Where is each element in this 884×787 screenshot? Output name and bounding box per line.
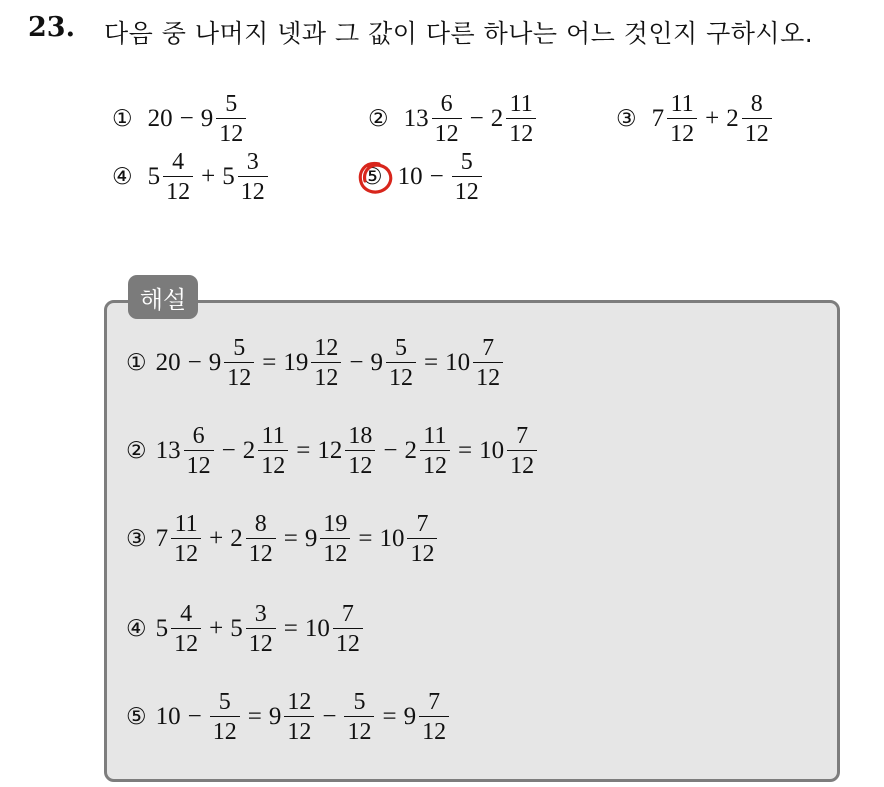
- numerator: 19: [323, 511, 348, 537]
- question-number: 23.: [28, 12, 75, 43]
- number: 20: [147, 105, 173, 132]
- denominator: 12: [452, 176, 482, 204]
- denominator: 12: [246, 628, 276, 656]
- solution-line-5-label: ⑤: [126, 704, 147, 730]
- number: 10: [445, 349, 471, 376]
- number: 9: [200, 105, 214, 132]
- numerator: 5: [218, 689, 231, 715]
- solution-line-2: [126, 424, 539, 478]
- denominator: 12: [667, 118, 697, 146]
- number: 5: [222, 163, 235, 190]
- choice-4-label: ④: [112, 164, 133, 190]
- choice-1-expression: [147, 92, 249, 146]
- operator: =: [423, 349, 439, 376]
- denominator: 12: [742, 118, 772, 146]
- fraction: [473, 336, 503, 390]
- operator: =: [358, 525, 373, 552]
- numerator: 7: [341, 601, 354, 627]
- fraction: [246, 512, 276, 566]
- fraction: [432, 92, 462, 146]
- solution-line-1-label: ①: [126, 350, 147, 376]
- numerator: 5: [225, 91, 238, 117]
- denominator: 12: [320, 538, 350, 566]
- fraction: [742, 92, 772, 146]
- fraction: [284, 690, 314, 744]
- number: 5: [230, 615, 243, 642]
- denominator: 12: [432, 118, 462, 146]
- operator: +: [201, 163, 216, 190]
- numerator: 4: [180, 601, 193, 627]
- denominator: 12: [506, 118, 536, 146]
- numerator: 5: [394, 335, 407, 361]
- numerator: 4: [172, 149, 185, 175]
- operator: −: [187, 349, 202, 376]
- fraction: [246, 602, 276, 656]
- fraction: [171, 512, 201, 566]
- fraction: [419, 690, 449, 744]
- choice-3[interactable]: [616, 92, 774, 146]
- number: 2: [404, 437, 417, 464]
- solution-line-4-label: ④: [126, 616, 147, 642]
- numerator: 7: [428, 689, 441, 715]
- denominator: 12: [184, 450, 214, 478]
- fraction: [386, 336, 416, 390]
- number: 2: [230, 525, 243, 552]
- solution-line-4-expression: [155, 602, 365, 656]
- numerator: 6: [440, 91, 453, 117]
- operator: −: [349, 349, 364, 376]
- numerator: 7: [416, 511, 429, 537]
- number: 9: [370, 349, 383, 376]
- fraction: [311, 336, 341, 390]
- denominator: 12: [238, 176, 268, 204]
- answer-circle-mark: [355, 158, 395, 198]
- number: 2: [242, 437, 256, 464]
- number: 10: [479, 437, 505, 464]
- denominator: 12: [344, 716, 374, 744]
- operator: =: [382, 703, 397, 730]
- denominator: 12: [258, 450, 288, 478]
- number: 13: [403, 105, 429, 132]
- operator: =: [296, 437, 311, 464]
- choice-3-expression: [651, 92, 774, 146]
- denominator: 12: [210, 716, 240, 744]
- solution-line-5-expression: [155, 690, 451, 744]
- numerator: 7: [482, 335, 495, 361]
- operator: −: [179, 105, 194, 132]
- denominator: 12: [171, 628, 201, 656]
- fraction: [452, 150, 482, 204]
- number: 9: [268, 703, 282, 730]
- denominator: 12: [284, 716, 314, 744]
- operator: =: [247, 703, 262, 730]
- denominator: 12: [419, 716, 449, 744]
- denominator: 12: [216, 118, 246, 146]
- denominator: 12: [420, 450, 450, 478]
- numerator: 5: [460, 149, 473, 175]
- number: 13: [155, 437, 181, 464]
- operator: −: [322, 703, 337, 730]
- numerator: 12: [314, 335, 339, 361]
- denominator: 12: [246, 538, 276, 566]
- fraction: [506, 92, 536, 146]
- number: 10: [397, 163, 423, 190]
- choice-2[interactable]: [368, 92, 538, 146]
- fraction: [258, 424, 288, 478]
- numerator: 18: [348, 423, 373, 449]
- operator: −: [383, 437, 398, 464]
- solution-line-3-expression: [155, 512, 440, 566]
- numerator: 11: [261, 423, 285, 449]
- number: 12: [317, 437, 343, 464]
- denominator: 12: [345, 450, 375, 478]
- number: 5: [147, 163, 161, 190]
- operator: +: [705, 105, 720, 132]
- fraction: [238, 150, 268, 204]
- choice-2-expression: [403, 92, 539, 146]
- solution-line-5: [126, 690, 451, 744]
- numerator: 11: [509, 91, 533, 117]
- numerator: 8: [750, 91, 763, 117]
- solution-line-4: [126, 602, 365, 656]
- number: 10: [304, 615, 330, 642]
- number: 9: [304, 525, 318, 552]
- solution-line-2-label: ②: [126, 438, 147, 464]
- denominator: 12: [224, 362, 254, 390]
- operator: =: [457, 437, 473, 464]
- operator: +: [209, 615, 224, 642]
- number: 5: [155, 615, 169, 642]
- fraction: [210, 690, 240, 744]
- denominator: 12: [333, 628, 363, 656]
- operator: =: [283, 525, 298, 552]
- denominator: 12: [407, 538, 437, 566]
- choice-3-label: ③: [616, 106, 637, 132]
- numerator: 7: [516, 423, 529, 449]
- operator: −: [469, 105, 484, 132]
- fraction: [667, 92, 697, 146]
- numerator: 3: [254, 601, 267, 627]
- solution-line-1: [126, 336, 505, 390]
- numerator: 8: [254, 511, 267, 537]
- denominator: 12: [507, 450, 537, 478]
- fraction: [163, 150, 193, 204]
- choice-4[interactable]: [112, 150, 270, 204]
- numerator: 6: [192, 423, 205, 449]
- operator: =: [283, 615, 298, 642]
- fraction: [184, 424, 214, 478]
- denominator: 12: [473, 362, 503, 390]
- numerator: 11: [174, 511, 198, 537]
- fraction: [345, 424, 375, 478]
- number: 2: [726, 105, 739, 132]
- number: 10: [155, 703, 181, 730]
- denominator: 12: [163, 176, 193, 204]
- operator: =: [262, 349, 277, 376]
- choice-5[interactable]: [362, 150, 484, 204]
- operator: −: [187, 703, 202, 730]
- number: 9: [403, 703, 417, 730]
- solution-line-1-expression: [155, 336, 505, 390]
- number: 19: [283, 349, 309, 376]
- denominator: 12: [171, 538, 201, 566]
- choice-4-expression: [147, 150, 270, 204]
- solution-line-2-expression: [155, 424, 539, 478]
- choice-5-expression: [397, 150, 484, 204]
- fraction: [344, 690, 374, 744]
- fraction: [224, 336, 254, 390]
- fraction: [216, 92, 246, 146]
- number: 20: [155, 349, 181, 376]
- choice-5-label-text: ⑤: [362, 164, 383, 190]
- operator: +: [209, 525, 224, 552]
- fraction: [407, 512, 437, 566]
- number: 10: [379, 525, 405, 552]
- fraction: [171, 602, 201, 656]
- numerator: 12: [287, 689, 312, 715]
- operator: −: [429, 163, 444, 190]
- number: 9: [208, 349, 222, 376]
- number: 7: [651, 105, 665, 132]
- fraction: [420, 424, 450, 478]
- choice-1[interactable]: [112, 92, 248, 146]
- fraction: [507, 424, 537, 478]
- fraction: [333, 602, 363, 656]
- numerator: 3: [246, 149, 259, 175]
- choice-2-label: ②: [368, 106, 389, 132]
- numerator: 5: [353, 689, 366, 715]
- numerator: 11: [423, 423, 447, 449]
- denominator: 12: [311, 362, 341, 390]
- number: 7: [155, 525, 169, 552]
- fraction: [320, 512, 350, 566]
- operator: −: [221, 437, 236, 464]
- solution-tag: 해설: [128, 275, 198, 319]
- number: 2: [490, 105, 504, 132]
- numerator: 11: [670, 91, 694, 117]
- denominator: 12: [386, 362, 416, 390]
- choice-5-label: [362, 164, 383, 190]
- solution-line-3-label: ③: [126, 526, 147, 552]
- solution-line-3: [126, 512, 439, 566]
- numerator: 5: [233, 335, 246, 361]
- question-text: 다음 중 나머지 넷과 그 값이 다른 하나는 어느 것인지 구하시오.: [104, 19, 814, 48]
- choice-1-label: ①: [112, 106, 133, 132]
